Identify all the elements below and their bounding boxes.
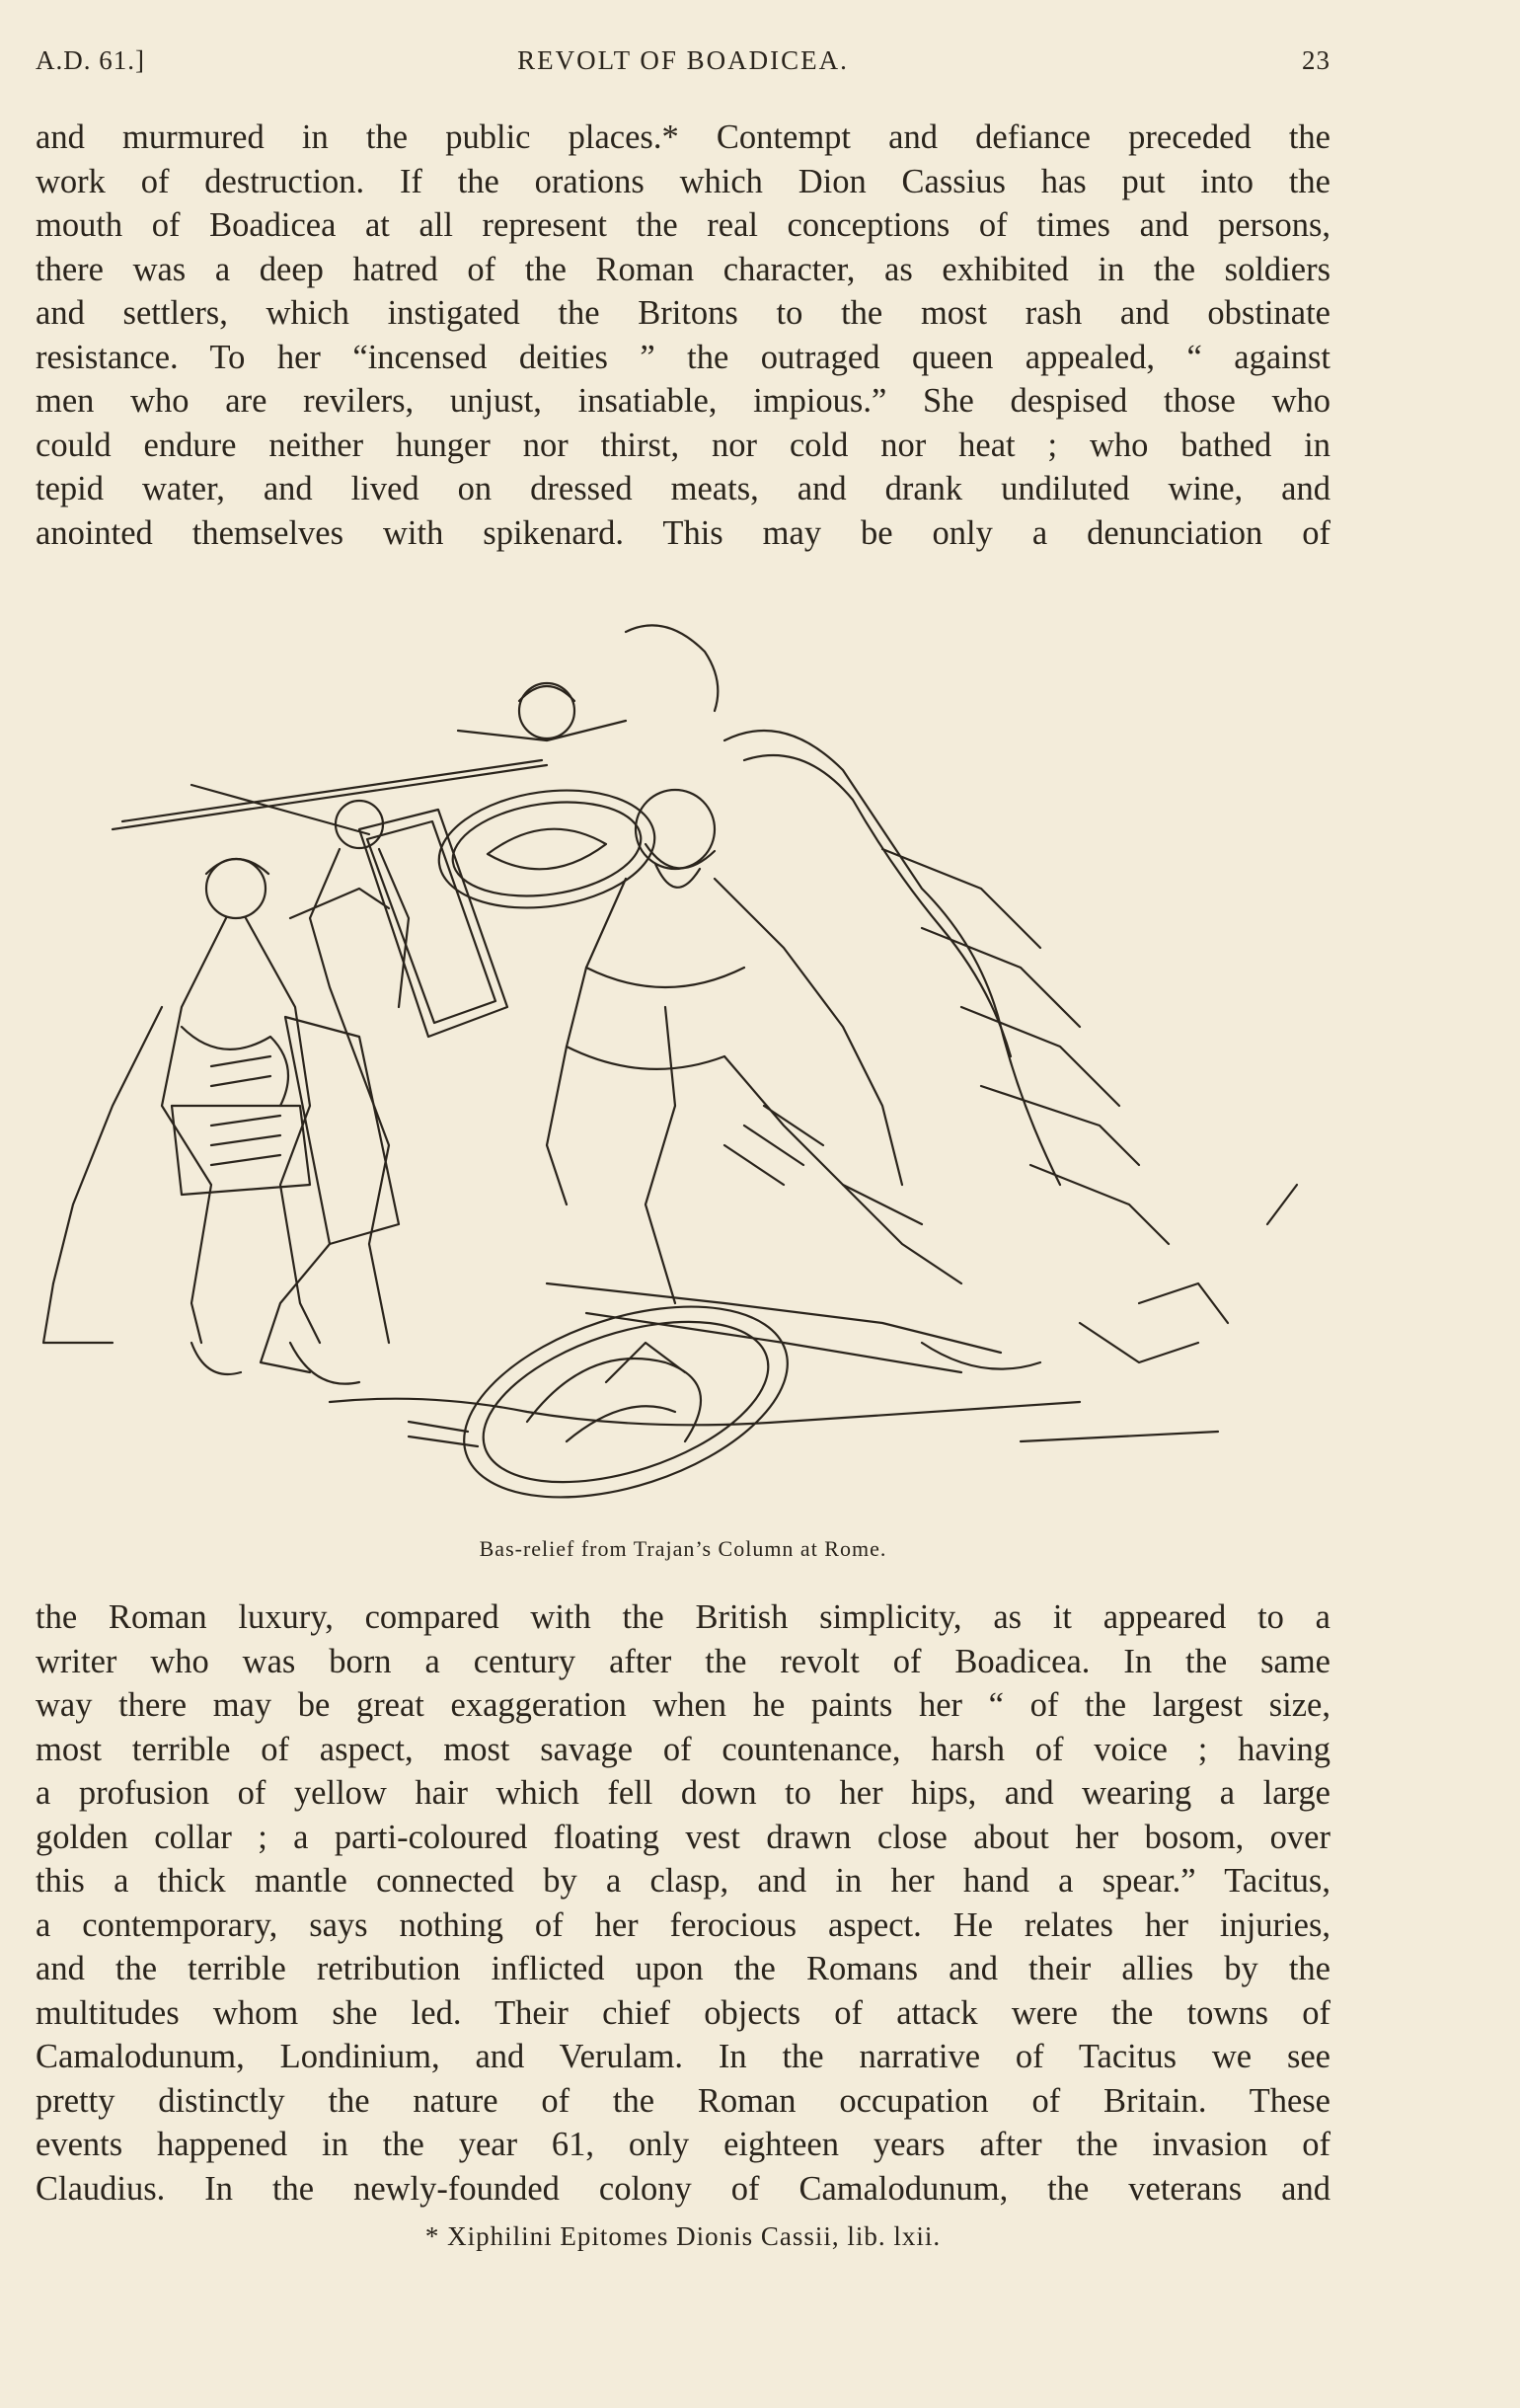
text-line: there was a deep hatred of the Roman character, as exhibited in the soldiers xyxy=(36,250,1330,288)
text-line: mouth of Boadicea at all represent the real conceptions of times and persons, xyxy=(36,206,1330,244)
text-line: men who are revilers, unjust, insatiable, impious.” She despised those who xyxy=(36,382,1330,420)
text-line: work of destruction. If the orations which Dion Cassius has put into the xyxy=(36,162,1330,200)
text-line: this a thick mantle connected by a clasp, and in her hand a spear.” Tacitus, xyxy=(36,1862,1330,1900)
text-line: multitudes whom she led. Their chief objects of attack were the towns of xyxy=(36,1993,1330,2032)
running-head xyxy=(36,45,1330,85)
text-line: and the terrible retribution inflicted upon the Romans and their allies by the xyxy=(36,1950,1330,1987)
page-number: 23 xyxy=(1302,45,1330,75)
text-line: Camalodunum, Londinium, and Verulam. In the narrative of Tacitus we see xyxy=(36,2038,1330,2075)
text-line: Claudius. In the newly-founded colony of Camalodunum, the veterans and xyxy=(36,2169,1330,2208)
engraving-drawing xyxy=(34,592,1336,1511)
text-line: a contemporary, says nothing of her ferocious aspect. He relates her injuries, xyxy=(36,1905,1330,1944)
paragraph-1 xyxy=(36,116,1330,555)
text-line: resistance. To her “incensed deities ” the outraged queen appealed, “ against xyxy=(36,338,1330,376)
text-line: could endure neither hunger nor thirst, nor cold nor heat ; who bathed in xyxy=(36,426,1330,464)
text-line: anointed themselves with spikenard. This may be only a denunciation of xyxy=(36,513,1330,552)
bas-relief-illustration xyxy=(34,592,1336,1511)
paragraph-2 xyxy=(36,1595,1330,2211)
text-line: way there may be great exaggeration when he paints her “ of the largest size, xyxy=(36,1686,1330,1724)
text-line: writer who was born a century after the revolt of Boadicea. In the same xyxy=(36,1642,1330,1680)
text-line: tepid water, and lived on dressed meats, and drank undiluted wine, and xyxy=(36,470,1330,507)
text-line: most terrible of aspect, most savage of countenance, harsh of voice ; having xyxy=(36,1730,1330,1768)
footnote: * Xiphilini Epitomes Dionis Cassii, lib. lxii. xyxy=(424,2221,942,2251)
text-line: pretty distinctly the nature of the Roman occupation of Britain. These xyxy=(36,2081,1330,2120)
text-line: the Roman luxury, compared with the British simplicity, as it appeared to a xyxy=(36,1598,1330,1636)
text-line: and murmured in the public places.* Contempt and defiance preceded the xyxy=(36,118,1330,156)
text-line: a profusion of yellow hair which fell down to her hips, and wearing a large xyxy=(36,1774,1330,1812)
text-line: golden collar ; a parti-coloured floating vest drawn close about her bosom, over xyxy=(36,1818,1330,1856)
text-line: and settlers, which instigated the Britons to the most rash and obstinate xyxy=(36,294,1330,332)
running-head-date: A.D. 61.] xyxy=(36,45,145,75)
text-line: events happened in the year 61, only eighteen years after the invasion of xyxy=(36,2126,1330,2163)
figure-caption: Bas-relief from Trajan’s Column at Rome. xyxy=(479,1536,887,1561)
running-head-title: REVOLT OF BOADICEA. xyxy=(517,45,849,75)
